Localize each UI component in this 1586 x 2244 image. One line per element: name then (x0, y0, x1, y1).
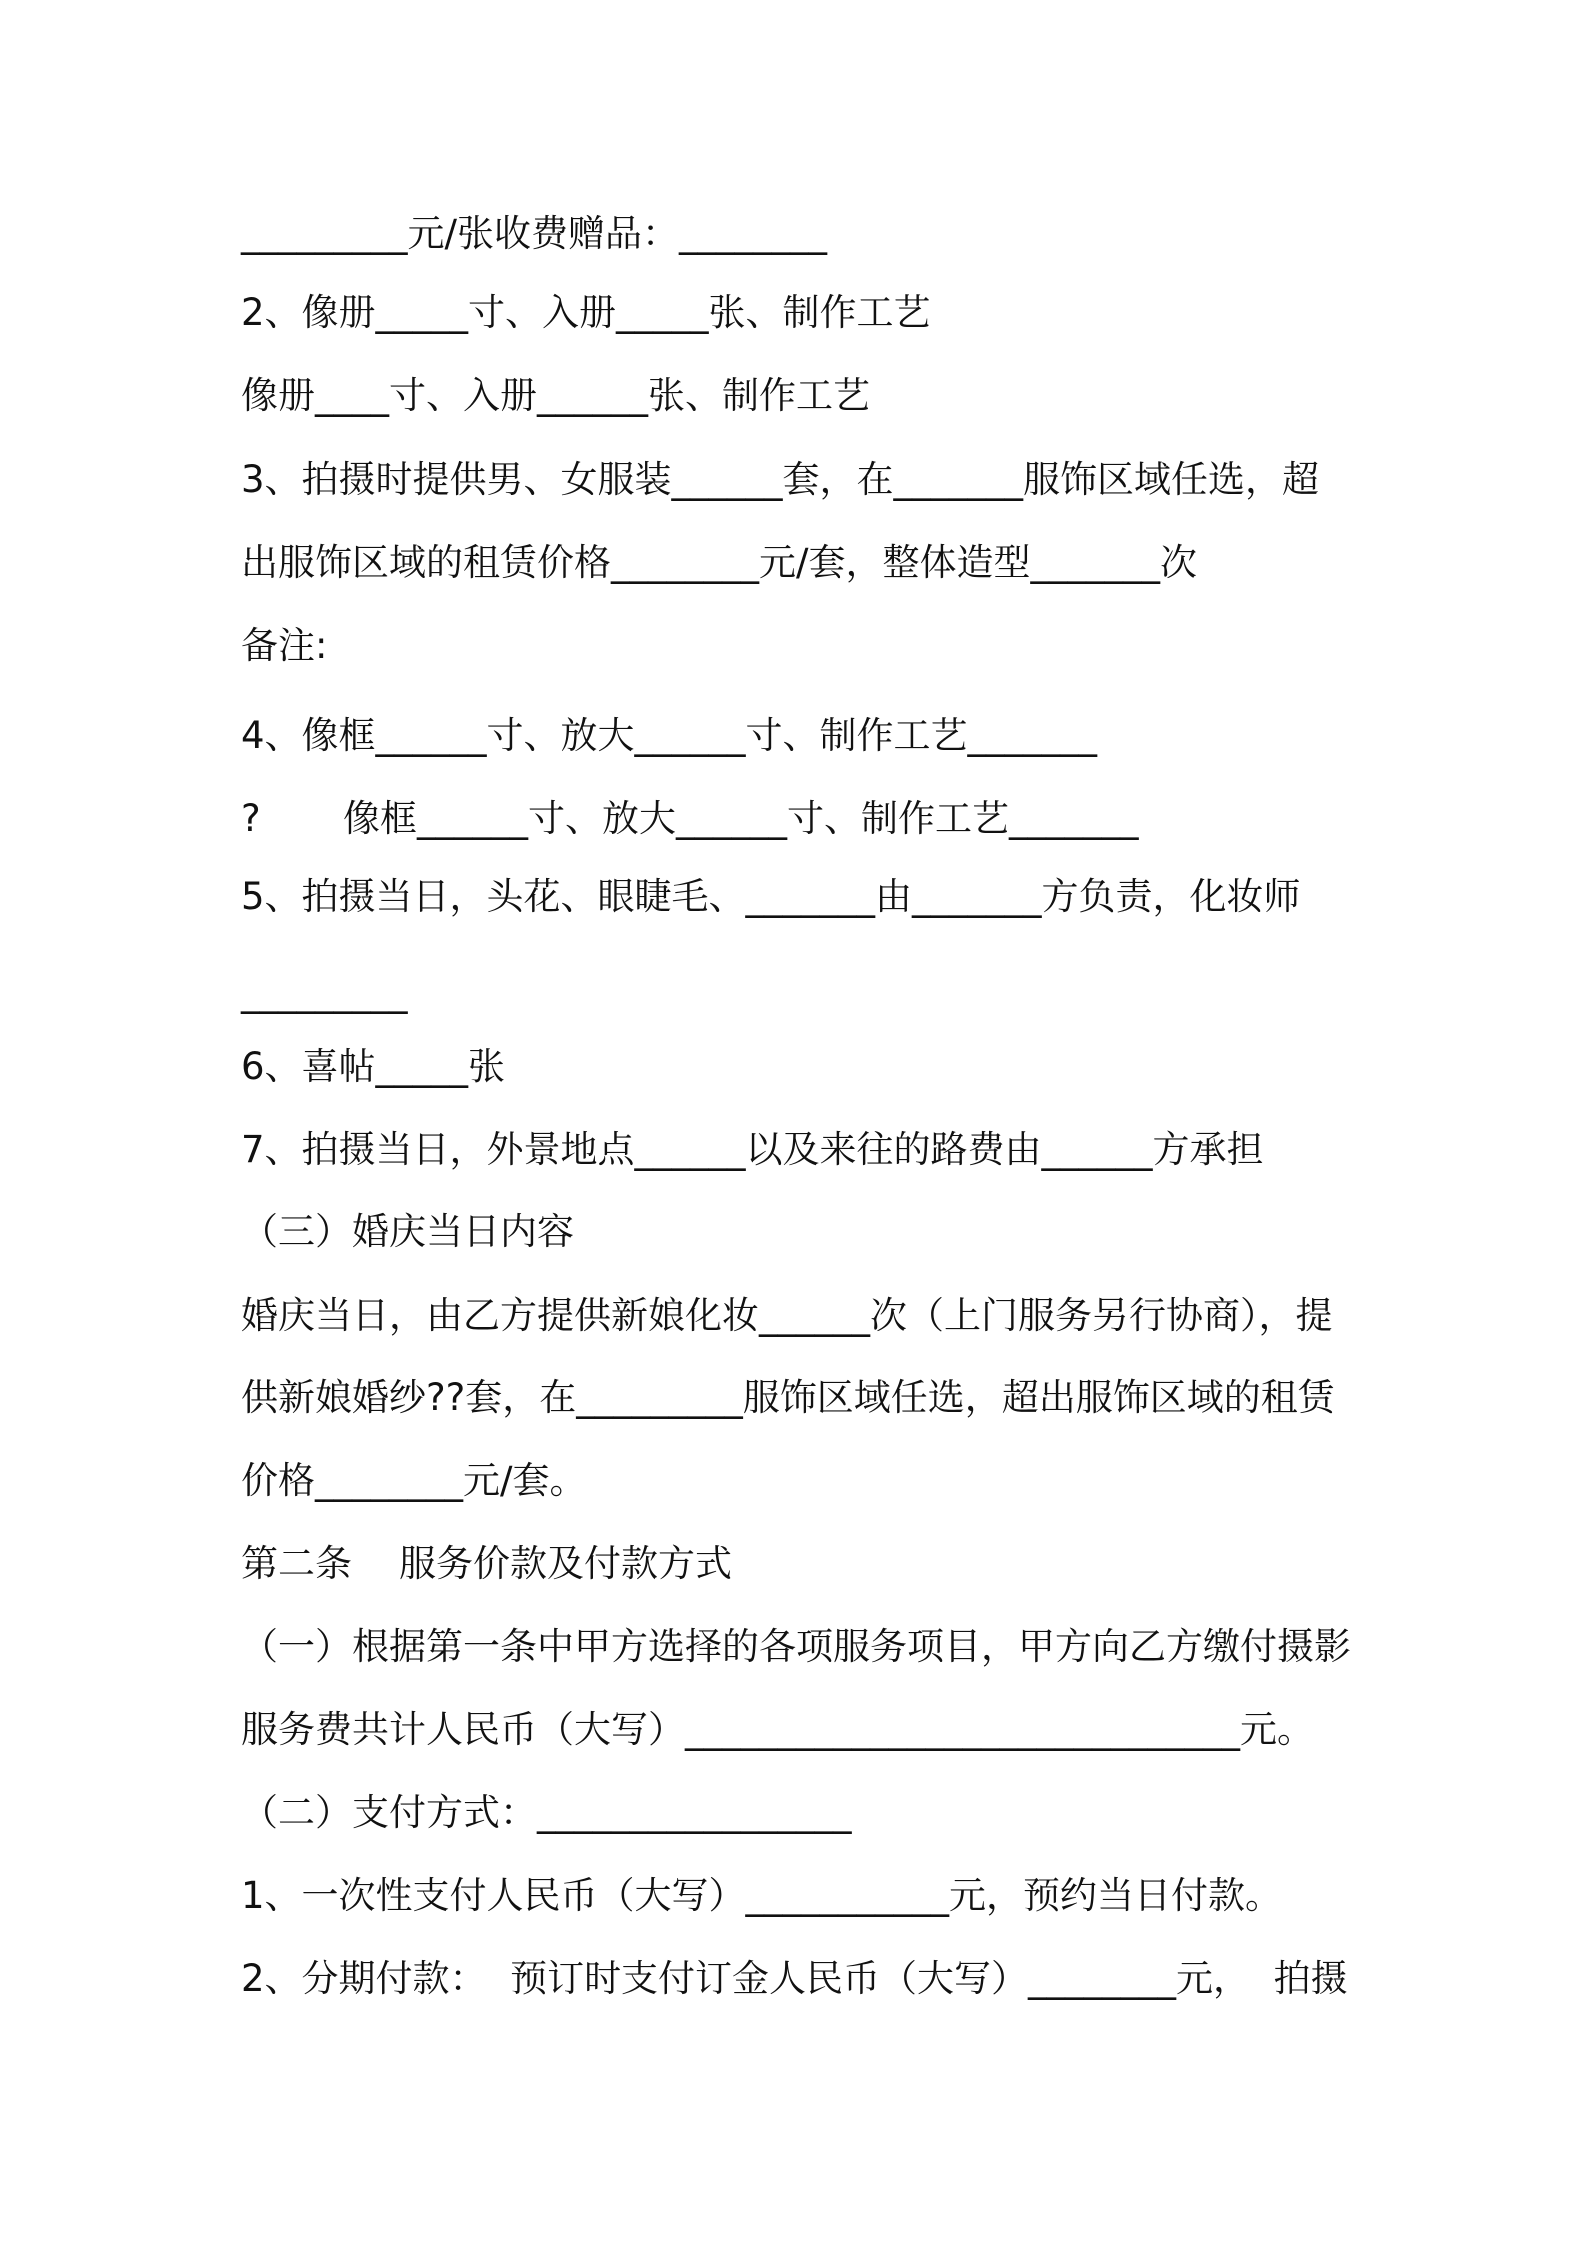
text-line: 6、喜帖_____张 (241, 1045, 506, 1088)
text-line: 1、一次性支付人民币（大写）___________元，预约当日付款。 (241, 1874, 1283, 1917)
text-line: 像册____寸、入册______张、制作工艺 (241, 374, 870, 417)
text-line: ? 像框______寸、放大______寸、制作工艺_______ (241, 797, 1139, 840)
text-line: 价格________元/套。 (241, 1459, 587, 1502)
text-line: （一）根据第一条中甲方选择的各项服务项目，甲方向乙方缴付摄影 (241, 1625, 1351, 1668)
text-line: 3、拍摄时提供男、女服装______套，在_______服饰区域任选，超 (241, 458, 1320, 501)
text-line: 2、像册_____寸、入册_____张、制作工艺 (241, 291, 931, 334)
text-line: 5、拍摄当日，头花、眼睫毛、_______由_______方负责，化妆师 (241, 875, 1301, 918)
text-line: 4、像框______寸、放大______寸、制作工艺_______ (241, 714, 1098, 757)
section-heading: （二）支付方式：_________________ (241, 1791, 852, 1834)
text-line: _________ (241, 971, 408, 1014)
section-heading: （三）婚庆当日内容 (241, 1210, 574, 1253)
article-heading: 第二条 服务价款及付款方式 (241, 1542, 733, 1585)
text-line: 供新娘婚纱??套，在_________服饰区域任选，超出服饰区域的租赁 (241, 1376, 1335, 1419)
text-line: 2、分期付款： 预订时支付订金人民币（大写）________元， 拍摄 (241, 1957, 1348, 2000)
text-line: 婚庆当日，由乙方提供新娘化妆______次（上门服务另行协商），提 (241, 1294, 1333, 1337)
text-line: _________元/张收费赠品：________ (241, 212, 827, 255)
text-line: 出服饰区域的租赁价格________元/套，整体造型_______次 (241, 541, 1197, 584)
text-line: 7、拍摄当日，外景地点______以及来往的路费由______方承担 (241, 1128, 1264, 1171)
text-line: 服务费共计人民币（大写）______________________________元。 (241, 1708, 1314, 1751)
text-line: 备注: (241, 624, 328, 667)
